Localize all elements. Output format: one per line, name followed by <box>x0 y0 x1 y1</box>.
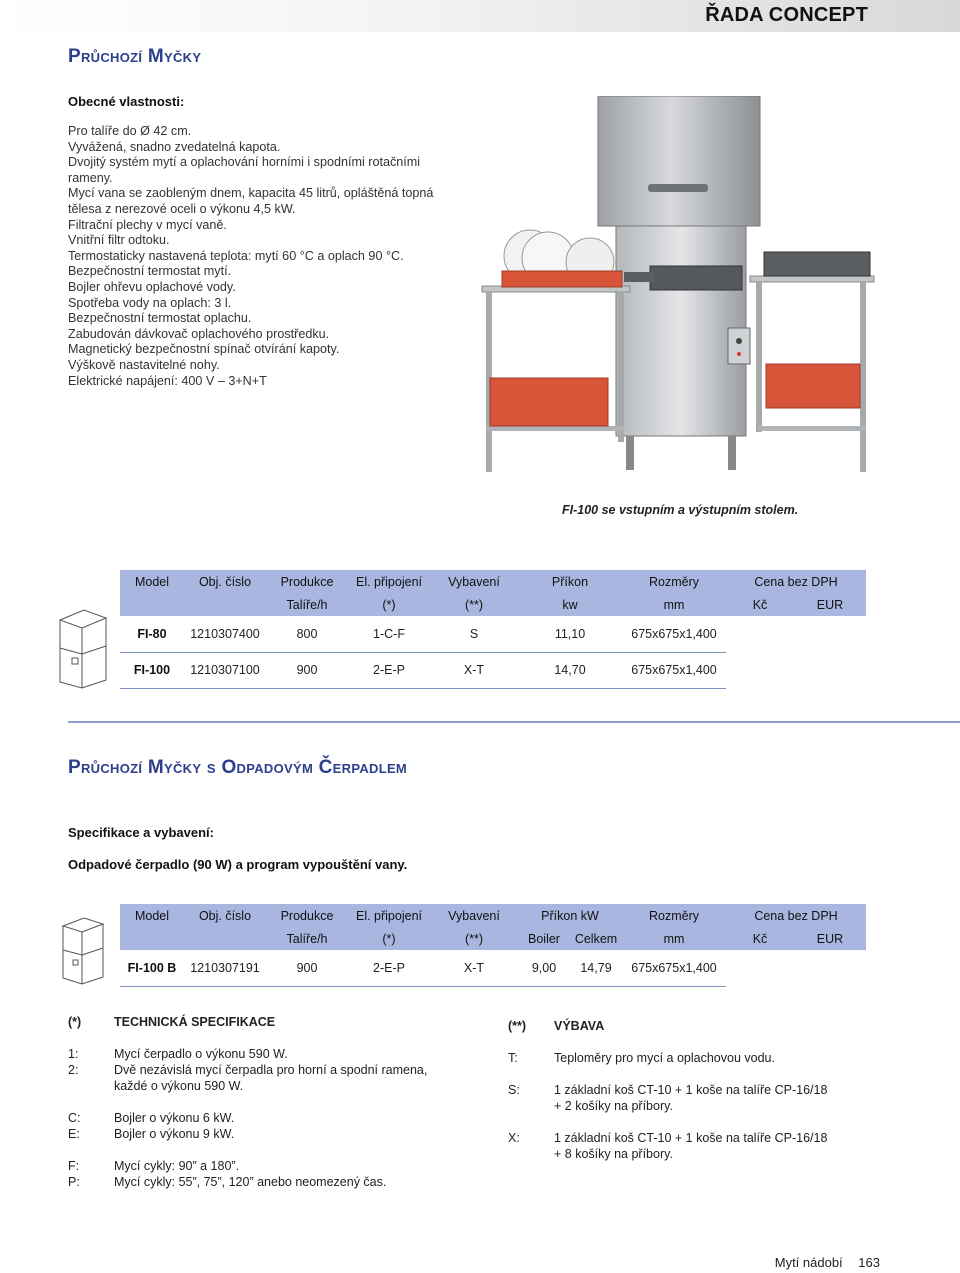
note-title: TECHNICKÁ SPECIFIKACE <box>114 1015 276 1029</box>
note-text: 1 základní koš CT-10 + 1 koše na talíře CP-16/18 <box>554 1131 828 1145</box>
table-subheader-row <box>120 593 866 616</box>
sub-empty <box>120 593 184 616</box>
cell-production: 800 <box>266 616 348 652</box>
feature-item: Elektrické napájení: 400 V – 3+N+T <box>68 373 267 388</box>
col-connection: El. připojení <box>348 904 430 927</box>
cell-eur <box>794 950 866 986</box>
note-title: VÝBAVA <box>554 1019 605 1033</box>
cell-czk <box>726 652 794 688</box>
table-row <box>120 616 866 652</box>
note-text: + 2 košíky na příbory. <box>554 1099 673 1113</box>
col-power-kw: Příkon kW <box>518 904 622 927</box>
col-connection: El. připojení <box>348 570 430 593</box>
cell-dimensions: 675x675x1,400 <box>622 652 726 688</box>
feature-item: Mycí vana se zaobleným dnem, kapacita 45 litrů, opláštěná topná <box>68 186 434 201</box>
spec-table-fi-b <box>120 904 866 987</box>
cell-connection: 1-C-F <box>348 616 430 652</box>
section-title-waste-pump: Průchozí Myčky s Odpadovým Čerpadlem <box>68 757 408 778</box>
feature-item: Bezpečnostní termostat oplachu. <box>68 311 252 326</box>
table-header-row <box>120 570 866 593</box>
note-text: Mycí cykly: 90” a 180”. <box>114 1159 240 1173</box>
sub-kw: kw <box>518 593 622 616</box>
feature-item: Zabudován dávkovač oplachového prostředku. <box>68 326 330 341</box>
col-model: Model <box>120 570 184 593</box>
sub-czk: Kč <box>726 927 794 950</box>
pump-label: Odpadové čerpadlo (90 W) a program vypouštění vany. <box>68 857 408 872</box>
cell-equipment: S <box>430 616 518 652</box>
feature-item: Spotřeba vody na oplach: 3 l. <box>68 295 232 310</box>
col-price: Cena bez DPH <box>726 570 866 593</box>
cell-production: 900 <box>266 950 348 986</box>
cell-dimensions: 675x675x1,400 <box>622 950 726 986</box>
notes-equipment <box>508 1018 888 1162</box>
sub-connection-note: (*) <box>348 927 430 950</box>
sub-plates-per-hour: Talíře/h <box>266 593 348 616</box>
note-text: Teploměry pro mycí a oplachovou vodu. <box>554 1051 775 1065</box>
feature-item: Bojler ohřevu oplachové vody. <box>68 279 236 294</box>
page-footer <box>775 1255 880 1270</box>
note-code: E: <box>68 1127 80 1141</box>
note-text: Mycí cykly: 55”, 75”, 120” anebo neomezený čas. <box>114 1175 387 1189</box>
sub-connection-note: (*) <box>348 593 430 616</box>
sub-empty <box>184 593 266 616</box>
section-divider <box>68 721 960 723</box>
col-model: Model <box>120 904 184 927</box>
table-subheader-row <box>120 927 866 950</box>
note-text: Dvě nezávislá mycí čerpadla pro horní a spodní ramena, <box>114 1063 428 1077</box>
cell-code: 1210307400 <box>184 616 266 652</box>
page-number: 163 <box>858 1255 880 1270</box>
cell-equipment: X-T <box>430 950 518 986</box>
col-dimensions: Rozměry <box>622 570 726 593</box>
cell-eur <box>794 652 866 688</box>
table-row <box>120 652 866 688</box>
cell-czk <box>726 950 794 986</box>
sub-plates-per-hour: Talíře/h <box>266 927 348 950</box>
sub-total: Celkem <box>570 927 622 950</box>
feature-item: Vnitřní filtr odtoku. <box>68 233 170 248</box>
sub-empty <box>184 927 266 950</box>
note-code <box>68 1078 114 1094</box>
cell-power: 14,70 <box>518 652 622 688</box>
note-code: 2: <box>68 1063 79 1077</box>
cell-code: 1210307100 <box>184 652 266 688</box>
sub-eur: EUR <box>794 927 866 950</box>
feature-item: tělesa z nerezové oceli o výkonu 4,5 kW. <box>68 201 296 216</box>
note-code: P: <box>68 1175 80 1189</box>
col-dimensions: Rozměry <box>622 904 726 927</box>
note-text: Bojler o výkonu 9 kW. <box>114 1127 235 1141</box>
cell-connection: 2-E-P <box>348 950 430 986</box>
cell-production: 900 <box>266 652 348 688</box>
cell-model: FI-80 <box>120 616 184 652</box>
table-row <box>120 950 866 986</box>
table-header-row <box>120 904 866 927</box>
feature-item: Vyvážená, snadno zvedatelná kapota. <box>68 139 281 154</box>
feature-item: Magnetický bezpečnostní spínač otvírání kapoty. <box>68 342 340 357</box>
cell-model: FI-100 B <box>120 950 184 986</box>
cell-czk <box>726 616 794 652</box>
note-text: každé o výkonu 590 W. <box>114 1079 244 1093</box>
sub-empty <box>120 927 184 950</box>
col-power: Příkon <box>518 570 622 593</box>
feature-item: Výškově nastavitelné nohy. <box>68 357 220 372</box>
note-code: F: <box>68 1159 80 1173</box>
col-order-number: Obj. číslo <box>184 904 266 927</box>
note-text: 1 základní koš CT-10 + 1 koše na talíře CP-16/18 <box>554 1083 828 1097</box>
series-title: ŘADA CONCEPT <box>705 4 868 26</box>
cell-total: 14,79 <box>570 950 622 986</box>
note-code: 1: <box>68 1047 79 1061</box>
col-equipment: Vybavení <box>430 904 518 927</box>
note-key: (**) <box>508 1019 527 1033</box>
note-text: Bojler o výkonu 6 kW. <box>114 1111 235 1125</box>
spec-label: Specifikace a vybavení: <box>68 825 214 840</box>
sub-equipment-note: (**) <box>430 927 518 950</box>
note-code <box>508 1146 554 1162</box>
sub-mm: mm <box>622 593 726 616</box>
dishwasher-icon <box>54 606 112 690</box>
cell-eur <box>794 616 866 652</box>
col-production: Produkce <box>266 904 348 927</box>
general-properties-label: Obecné vlastnosti: <box>68 94 185 109</box>
notes-technical-spec <box>68 1014 468 1190</box>
note-code: X: <box>508 1131 520 1145</box>
sub-boiler: Boiler <box>518 927 570 950</box>
feature-item: Dvojitý systém mytí a oplachování horními i spodními rotačními <box>68 155 421 170</box>
col-price: Cena bez DPH <box>726 904 866 927</box>
feature-item: Bezpečnostní termostat mytí. <box>68 264 232 279</box>
cell-dimensions: 675x675x1,400 <box>622 616 726 652</box>
col-equipment: Vybavení <box>430 570 518 593</box>
sub-mm: mm <box>622 927 726 950</box>
feature-item: Pro talíře do Ø 42 cm. <box>68 124 192 138</box>
footer-label: Mytí nádobí <box>774 1255 843 1270</box>
cell-code: 1210307191 <box>184 950 266 986</box>
dishwasher-photo <box>478 96 878 486</box>
col-order-number: Obj. číslo <box>184 570 266 593</box>
cell-boiler: 9,00 <box>518 950 570 986</box>
note-code: C: <box>68 1111 81 1125</box>
note-text: + 8 košíky na příbory. <box>554 1147 673 1161</box>
spec-table-fi <box>120 570 866 689</box>
col-production: Produkce <box>266 570 348 593</box>
feature-item: Filtrační plechy v mycí vaně. <box>68 217 227 232</box>
cell-power: 11,10 <box>518 616 622 652</box>
note-key: (*) <box>68 1015 82 1029</box>
note-code <box>508 1098 554 1114</box>
feature-item: Termostaticky nastavená teplota: mytí 60 °C a oplach 90 °C. <box>68 248 404 263</box>
feature-item: rameny. <box>68 170 113 185</box>
feature-list <box>68 124 468 389</box>
dishwasher-icon <box>58 914 108 986</box>
cell-equipment: X-T <box>430 652 518 688</box>
sub-eur: EUR <box>794 593 866 616</box>
photo-caption: FI-100 se vstupním a výstupním stolem. <box>562 503 799 517</box>
section-title-pass-through: Průchozí Myčky <box>68 46 202 67</box>
note-code: S: <box>508 1083 520 1097</box>
cell-model: FI-100 <box>120 652 184 688</box>
sub-equipment-note: (**) <box>430 593 518 616</box>
note-code: T: <box>508 1051 518 1065</box>
sub-czk: Kč <box>726 593 794 616</box>
cell-connection: 2-E-P <box>348 652 430 688</box>
note-text: Mycí čerpadlo o výkonu 590 W. <box>114 1047 288 1061</box>
